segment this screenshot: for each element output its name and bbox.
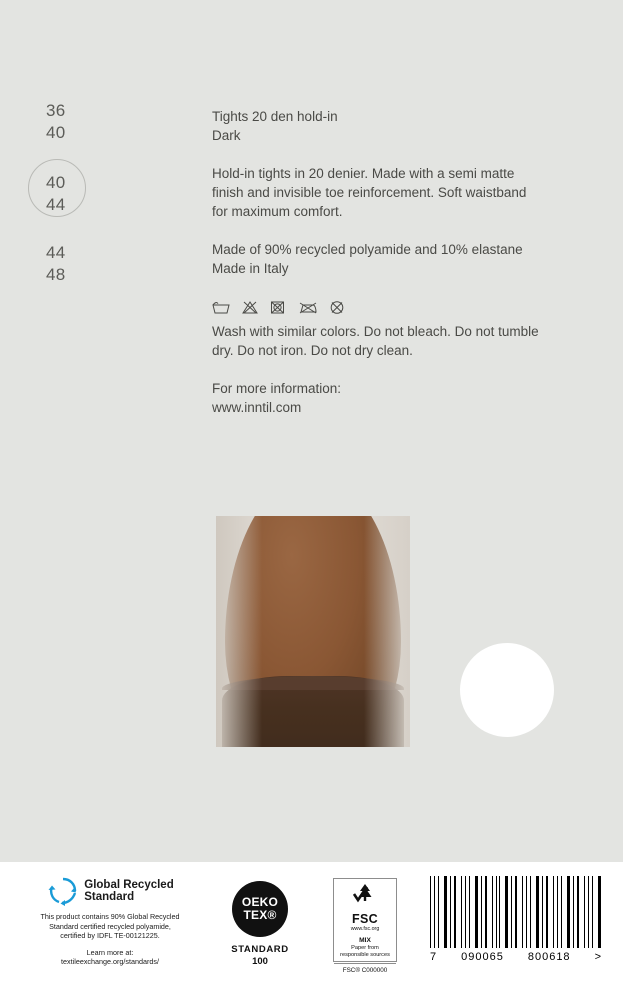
barcode-group1: 090065: [461, 951, 504, 963]
product-photo: [216, 516, 410, 747]
size-pair: [46, 100, 116, 144]
barcode-bars: [430, 876, 602, 948]
fsc-wordmark: FSC: [352, 912, 378, 926]
barcode-group2: 800618: [527, 951, 571, 963]
do-not-dry-clean-icon: [329, 300, 345, 315]
more-info-label: For more information:: [212, 381, 342, 396]
grs-learn-label: Learn more at:: [86, 947, 134, 957]
fsc-license-code: FSC® C000000: [334, 963, 396, 975]
fsc-sub-line2: responsible sources: [340, 952, 390, 958]
size-value-bottom: 48: [46, 265, 66, 284]
size-value-bottom: 40: [46, 123, 66, 142]
white-circle-marker: [460, 643, 554, 737]
do-not-tumble-dry-icon: [270, 300, 286, 315]
care-line: dry. Do not iron. Do not dry clean.: [212, 343, 413, 358]
grs-body-line2: Standard certified recycled polyamide,: [49, 921, 171, 931]
grs-logo-row: [30, 874, 190, 908]
fsc-sub-line1: Paper from: [351, 945, 379, 951]
size-value-top: 36: [46, 101, 66, 120]
size-value-top: 44: [46, 243, 66, 262]
fsc-url: www.fsc.org: [350, 926, 380, 932]
description-line: Hold-in tights in 20 denier. Made with a semi matte: [212, 166, 515, 181]
photo-shadow-left: [216, 516, 262, 747]
oeko-standard-number: 100: [252, 956, 268, 967]
product-composition-block: [212, 240, 572, 278]
size-pair: [46, 242, 116, 286]
size-chart: [46, 100, 116, 314]
grs-title-line1: Global Recycled: [84, 878, 174, 891]
certification-footer: [0, 862, 623, 1001]
fsc-mix-label: MIX: [359, 937, 371, 944]
photo-shadow-right: [364, 516, 410, 747]
barcode-digits: [430, 951, 602, 963]
grs-body-line1: This product contains 90% Global Recycled: [40, 912, 180, 921]
size-value-bottom: 44: [46, 195, 66, 214]
oeko-line2: TEX®: [243, 908, 277, 922]
size-pair-selected: [46, 172, 116, 216]
barcode-left-digit: 7: [430, 951, 438, 963]
oeko-tex-block: [214, 881, 306, 968]
grs-body-line3: certified by IDFL TE-00121225.: [60, 931, 160, 941]
description-line: for maximum comfort.: [212, 204, 343, 219]
wash-tub-icon: [212, 300, 230, 315]
grs-learn-url[interactable]: textileexchange.org/standards/: [61, 957, 159, 967]
product-description: [212, 164, 572, 221]
recycle-arrows-icon: [46, 874, 80, 908]
composition: Made of 90% recycled polyamide and 10% elastane: [212, 242, 523, 257]
product-name: Tights 20 den hold-in: [212, 109, 338, 124]
barcode-block: [430, 876, 602, 963]
grs-learn-more: [30, 948, 190, 967]
product-information: [212, 107, 572, 436]
product-title-block: [212, 107, 572, 145]
fsc-tree-checkmark-icon: [350, 882, 380, 908]
barcode-right-digit: >: [594, 951, 602, 963]
grs-title-line2: Standard: [84, 891, 135, 903]
size-value-top: 40: [46, 173, 66, 192]
oeko-standard-label: STANDARD: [231, 944, 289, 955]
website-url[interactable]: www.inntil.com: [212, 400, 302, 415]
oeko-line1: OEKO: [241, 895, 279, 909]
care-line: Wash with similar colors. Do not bleach. Do not tumble: [212, 324, 539, 339]
fsc-block: [333, 878, 397, 974]
origin: Made in Italy: [212, 261, 289, 276]
do-not-bleach-icon: [242, 300, 258, 315]
care-symbols-row: [212, 297, 572, 317]
oeko-tex-badge: [232, 881, 288, 937]
product-color: Dark: [212, 128, 241, 143]
description-line: finish and invisible toe reinforcement. Soft waistband: [212, 185, 527, 200]
care-instructions: [212, 322, 572, 360]
grs-body: [30, 912, 190, 941]
grs-title: [84, 879, 173, 904]
do-not-iron-icon: [299, 300, 317, 315]
more-information-block: [212, 379, 572, 417]
global-recycled-standard-block: [30, 874, 190, 967]
